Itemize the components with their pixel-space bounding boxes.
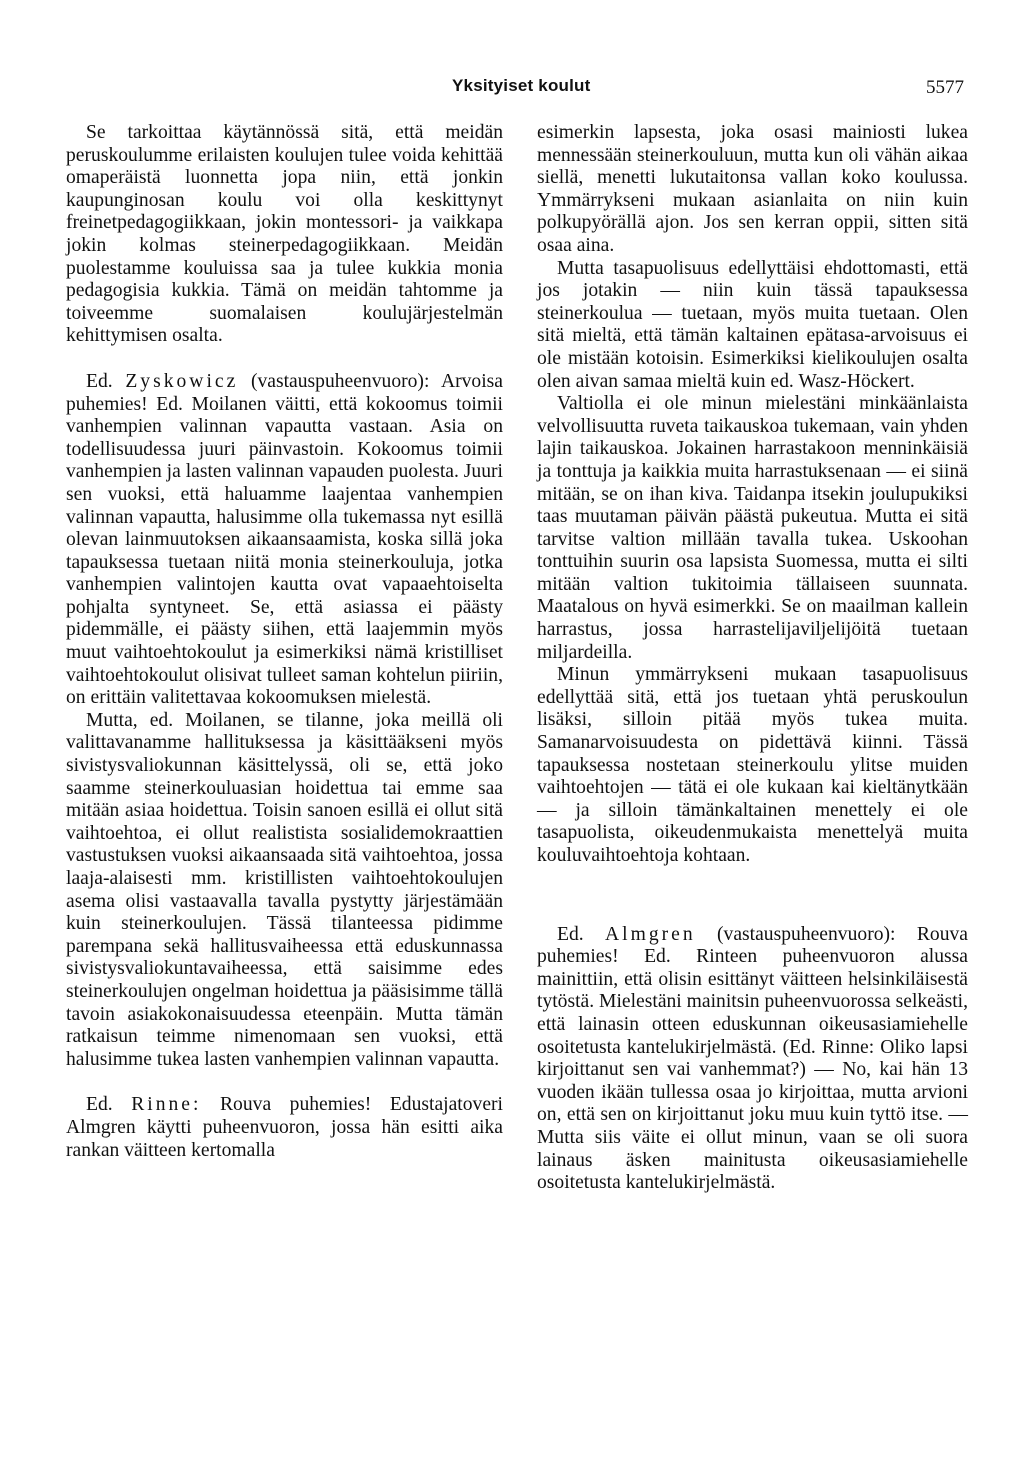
paragraph: Se tarkoittaa käytännössä sitä, että meidän peruskoulumme erilaisten koulujen tulee voida kehittää omaperäistä luonnetta jopa niin, että jonkin kaupunginosan koulu voi olla keskittynyt freinetpedagogiikkaan, jokin montessori- ja vaikkapa jokin kolmas steinerpedagogiikkaan. Meidän puolestamme kouluissa saa ja tulee kukkia monia pedagogisia kukkia. Tämä on meidän tahtomme ja toiveemme suomalaisen koulujärjestelmän kehittymisen osalta. bbox=[66, 122, 503, 347]
speech-text: (vastauspuheenvuoro): Arvoisa puhemies! Ed. Moilanen väitti, että kokoomus toimii vanhempien valinnan vapautta vastaan. Asia on todellisuudessa juuri päinvastoin. Kokoomus toimii vanhempien ja lasten valinnan vapauden puolesta. Juuri sen vuoksi, että haluamme laajentaa vanhempien valinnan vapautta, halusimme olla tukemassa nyt esillä olevan lainmuutoksen aikaansaamista, koska sillä joka tapauksessa tuetaan niitä monia steinerkouluja, jotka vanhempien valintojen kautta ovat vapaaehtoiselta pohjalta syntyneet. Se, että asiassa ei päästy pidemmälle, ei päästy siihen, että laajemmin myös muut vaihtoehtokoulut ja esimerkiksi nämä kristilliset vaihtoehtokoulut olisivat tulleet saman kohtelun piiriin, on erittäin valitettavaa kokoomuksen mielestä. bbox=[66, 370, 503, 709]
page-header bbox=[0, 76, 1024, 100]
paragraph: Mutta tasapuolisuus edellyttäisi ehdottomasti, että jos jotakin — niin kuin tässä tapauksessa steinerkoulua — tuetaan, myös muita tuetaan. Olen sitä mieltä, että tämän kaltainen epätasa-arvoisuus ei ole mistään kotoisin. Esimerkiksi kielikoulujen osalta olen aivan samaa mieltä kuin ed. Wasz-Höckert. bbox=[537, 257, 968, 392]
speaker-name: Zyskowicz bbox=[125, 370, 239, 392]
speech-rinne bbox=[66, 1094, 503, 1162]
running-title: Yksityiset koulut bbox=[452, 76, 591, 95]
speech-text: Rouva puhemies! Edustajatoveri Almgren käytti puheenvuoron, jossa hän esitti aika rankan väitteen kertomalla bbox=[66, 1094, 503, 1161]
paragraph: Mutta, ed. Moilanen, se tilanne, joka meillä oli valittavanamme hallituksessa ja käsittääkseni myös sivistysvaliokunnan käsittelyssä, oli se, että joko saamme steinerkouluasian hoidettua tai emme saa mitään asiaa hoidettua. Toisin sanoen esillä ei ollut sitä vaihtoehtoa, ei ollut realistista sosialidemokraattien vastustuksen vuoksi aikaansaada sitä vaihtoehtoa, jossa laaja-alaisesti mm. kristillisten vaihtoehtokoulujen asema olisi vastaavalla tavalla pystytty järjestämään kuin steinerkoulujen. Tässä tilanteessa pidimme parempana sekä hallitusvaiheessa että eduskunnassa sivistysvaliokuntavaiheessa, että saisimme edes steinerkoulujen ongelman hoidettua ja pääsisimme tällä tavoin asiakokonaisuudessa eteenpäin. Mutta tämän ratkaisun teimme nimenomaan sen vuoksi, että halusimme tukea lasten vanhempien valinnan vapautta. bbox=[66, 709, 503, 1070]
speaker-name: Rinne: bbox=[131, 1094, 202, 1116]
speaker-prefix: Ed. bbox=[86, 1094, 113, 1116]
right-column bbox=[537, 122, 968, 1195]
speaker-prefix: Ed. bbox=[557, 923, 584, 945]
left-column bbox=[66, 122, 503, 1162]
speaker-prefix: Ed. bbox=[86, 370, 113, 392]
paragraph: Valtiolla ei ole minun mielestäni minkäänlaista velvollisuutta ruveta taikauskoa tukemaan, vain yhden lajin taikauskoa. Jokainen harrastakoon menninkäisiä ja tonttuja ja kaikkia muita harrastuksenaan — ei siinä mitään, se on ihan kiva. Taidanpa itsekin joulupukiksi taas muutaman päivän päästä pukeutua. Mutta ei sitä tarvitse valtion millään tavalla tukea. Uskoohan tonttuihin suurin osa lapsista Suomessa, mutta ei silti mitään valtion tukitoimia tällaiseen suunnata. Maatalous on hyvä esimerkki. Se on maailman kallein harrastus, jossa harrastelijaviljelijöitä tuetaan miljardeilla. bbox=[537, 393, 968, 663]
page-number: 5577 bbox=[926, 77, 964, 98]
speech-almgren bbox=[537, 924, 968, 1195]
paragraph: esimerkin lapsesta, joka osasi mainiosti lukea mennessään steinerkouluun, mutta kun oli vähän aikaa siellä, menetti lukutaitonsa vallan koko koulussa. Ymmärrykseni mukaan asianlaita on niin kuin polkupyörällä ajon. Jos sen kerran oppii, sitten sitä osaa aina. bbox=[537, 122, 968, 256]
paragraph: Minun ymmärrykseni mukaan tasapuolisuus edellyttää sitä, että jos tuetaan yhtä peruskoulun lisäksi, silloin pitää myös tukea muita. Samanarvoisuudesta on pidettävä kiinni. Tässä tapauksessa nostetaan steinerkoulu ylitse muiden vaihtoehtojen — tätä ei ole kukaan kai kieltänytkään — ja silloin tämänkaltainen menettely ei ole tasapuolista, oikeudenmukaista menettelyä muita kouluvaihtoehtoja kohtaan. bbox=[537, 664, 968, 866]
speaker-name: Almgren bbox=[605, 923, 696, 945]
speech-text: (vastauspuheenvuoro): Rouva puhemies! Ed. Rinteen puheenvuoron alussa mainittiin, että olisin esittänyt väitteen helsinkiläisestä tytöstä. Mielestäni mainitsin puheenvuorossa selkeästi, että lainasin otteen eduskunnan oikeusasiamiehelle osoitetusta kantelukirjelmästä. (Ed. Rinne: Oliko lapsi kirjoittanut sen vai vanhemmat?) — No, kai hän 13 vuoden ikään tullessa osaa jo kirjoittaa, mutta arvioni on, että sen on kirjoittanut joku muu kuin tyttö itse. — Mutta siis väite ei ollut minun, vaan se oli suora lainaus äsken mainitusta oikeusasiamiehelle osoitetusta kantelukirjelmästä. bbox=[537, 923, 968, 1194]
speech-zyskowicz bbox=[66, 371, 503, 710]
